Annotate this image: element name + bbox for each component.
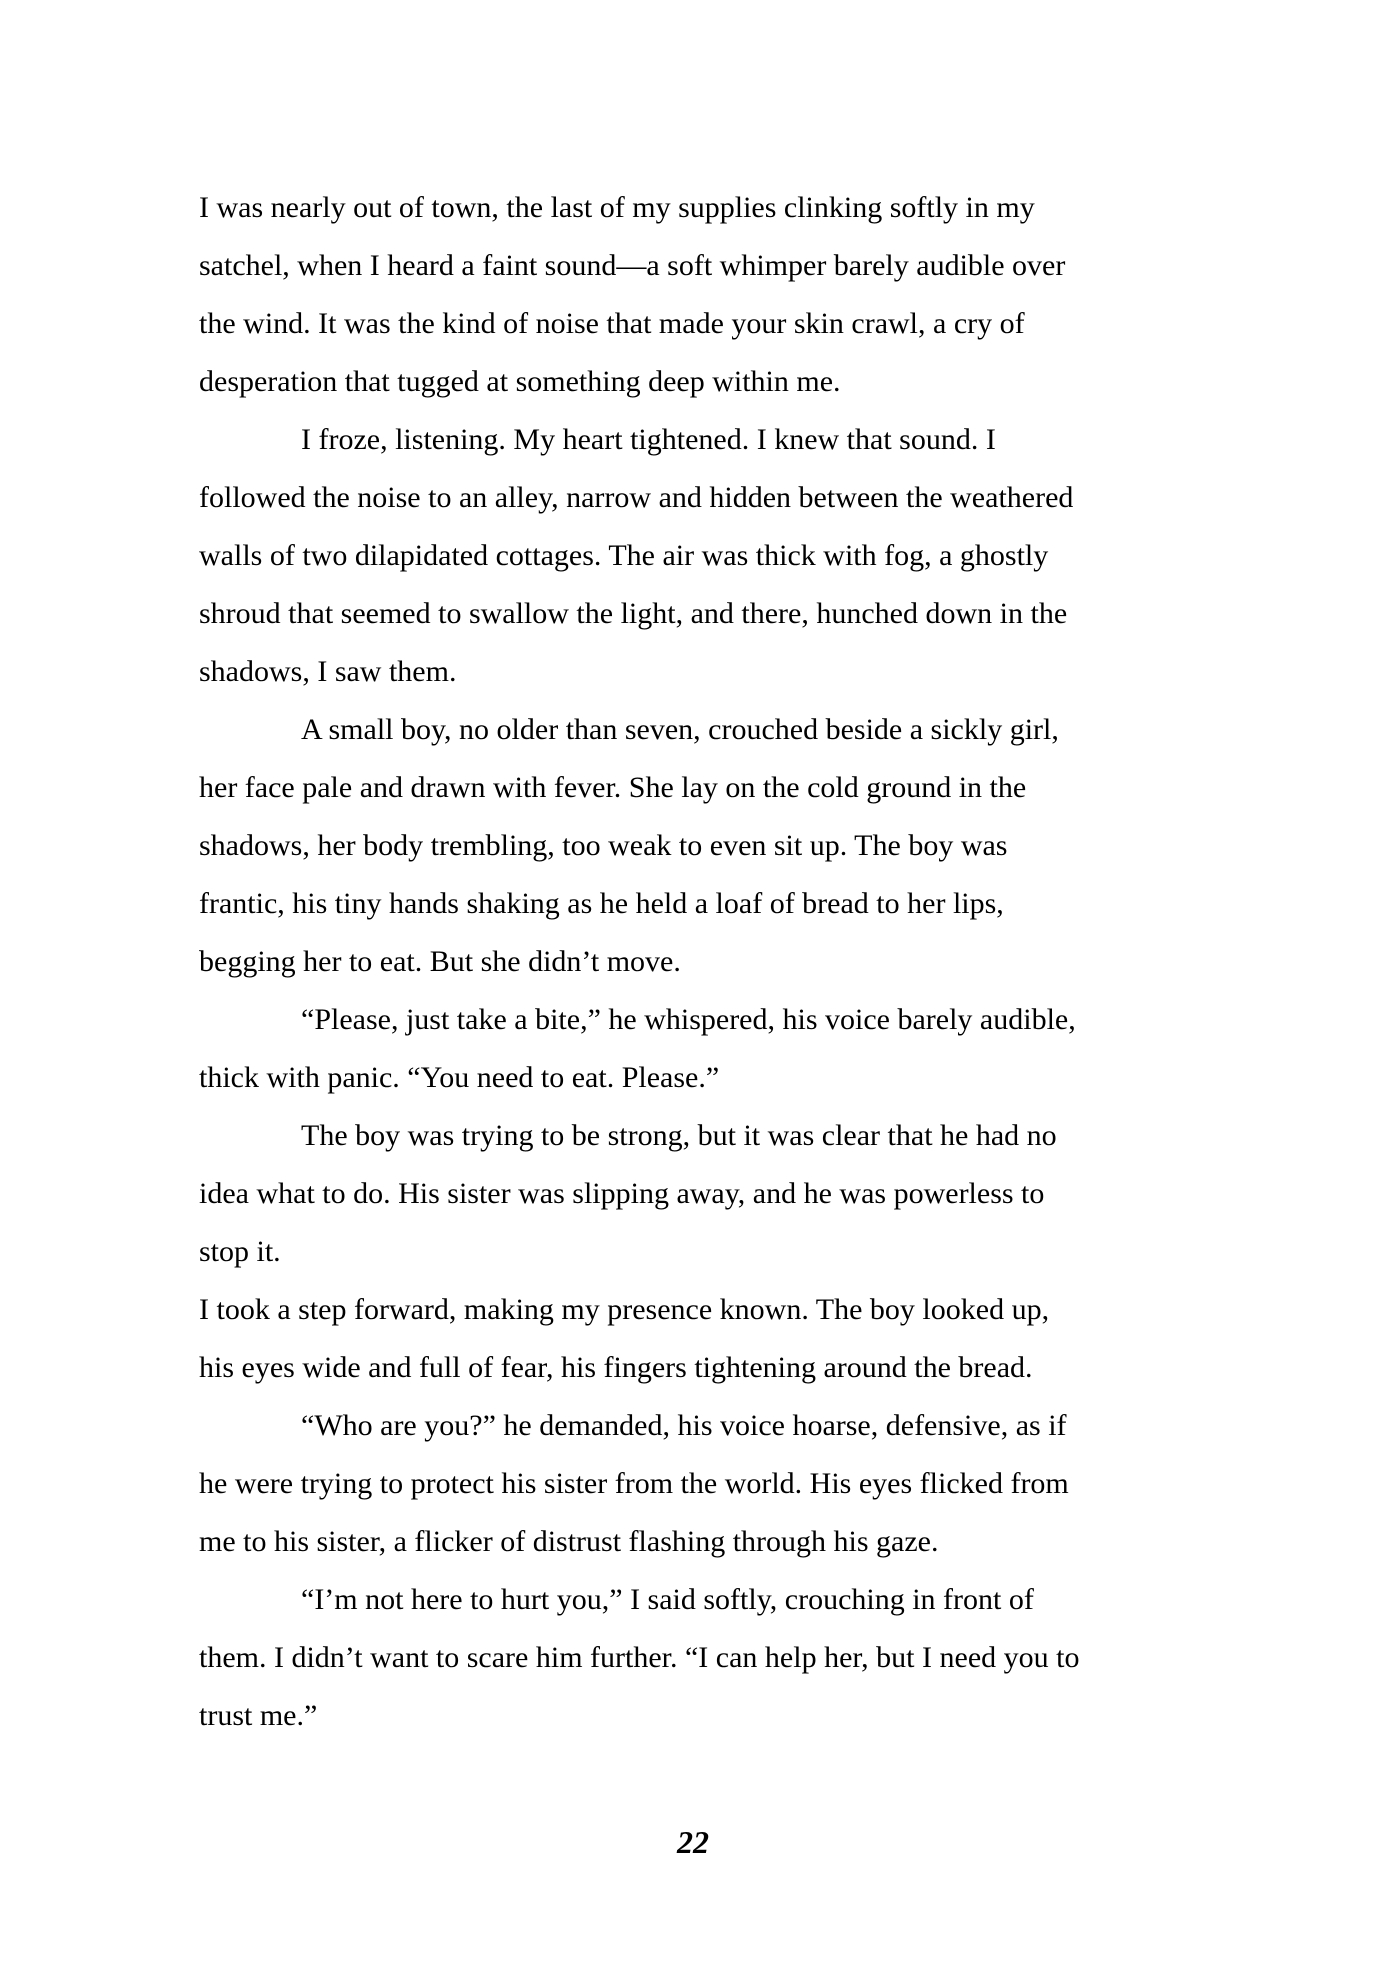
text-line: I froze, listening. My heart tightened. I knew that sound. I (301, 423, 996, 456)
text-line: shroud that seemed to swallow the light, and there, hunched down in the (199, 597, 1068, 630)
text-line: walls of two dilapidated cottages. The air was thick with fog, a ghostly (199, 539, 1049, 572)
text-line: “Please, just take a bite,” he whispered, his voice barely audible, (301, 1003, 1076, 1036)
text-line: his eyes wide and full of fear, his fingers tightening around the bread. (199, 1351, 1033, 1384)
text-line: I was nearly out of town, the last of my supplies clinking softly in my (199, 191, 1035, 224)
text-line: satchel, when I heard a faint sound—a soft whimper barely audible over (199, 249, 1066, 282)
text-line: trust me.” (199, 1699, 318, 1732)
text-line: desperation that tugged at something deep within me. (199, 365, 841, 398)
text-line: he were trying to protect his sister from the world. His eyes flicked from (199, 1467, 1069, 1500)
text-line: the wind. It was the kind of noise that made your skin crawl, a cry of (199, 307, 1025, 340)
body-text (199, 179, 1239, 1745)
text-line: begging her to eat. But she didn’t move. (199, 945, 681, 978)
page-number: 22 (677, 1824, 709, 1860)
text-line: me to his sister, a flicker of distrust flashing through his gaze. (199, 1525, 939, 1558)
text-line: frantic, his tiny hands shaking as he held a loaf of bread to her lips, (199, 887, 1004, 920)
text-line: “I’m not here to hurt you,” I said softly, crouching in front of (301, 1583, 1034, 1616)
text-line: them. I didn’t want to scare him further. “I can help her, but I need you to (199, 1641, 1080, 1674)
text-line: idea what to do. His sister was slipping away, and he was powerless to (199, 1177, 1045, 1210)
text-line: A small boy, no older than seven, crouched beside a sickly girl, (301, 713, 1059, 746)
text-line: thick with panic. “You need to eat. Please.” (199, 1061, 720, 1094)
text-line: “Who are you?” he demanded, his voice hoarse, defensive, as if (301, 1409, 1067, 1442)
text-line: I took a step forward, making my presence known. The boy looked up, (199, 1293, 1050, 1326)
text-line: shadows, her body trembling, too weak to even sit up. The boy was (199, 829, 1008, 862)
text-line: stop it. (199, 1235, 281, 1268)
text-line: followed the noise to an alley, narrow and hidden between the weathered (199, 481, 1074, 514)
text-line: The boy was trying to be strong, but it was clear that he had no (301, 1119, 1057, 1152)
text-line: her face pale and drawn with fever. She lay on the cold ground in the (199, 771, 1027, 804)
text-line: shadows, I saw them. (199, 655, 457, 688)
